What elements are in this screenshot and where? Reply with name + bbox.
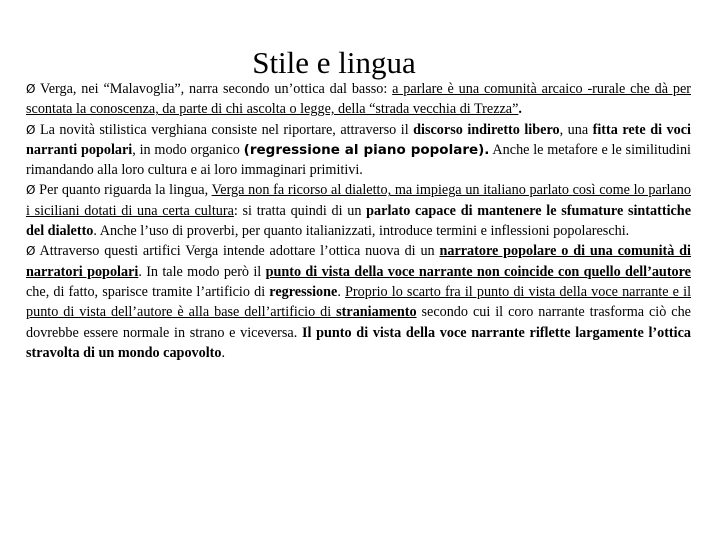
bullet-paragraph <box>26 180 691 241</box>
text-segment: : si tratta quindi di un <box>233 202 367 219</box>
text-segment: . <box>337 283 346 300</box>
arrow-bullet-icon: Ø <box>26 244 36 259</box>
arrow-bullet-icon: Ø <box>26 122 36 137</box>
text-segment: La novità stilistica verghiana consiste nel riportare, attraverso il <box>35 121 414 138</box>
text-segment: . In tale modo però il <box>138 263 266 280</box>
text-segment: , una <box>559 121 593 138</box>
text-segment: a parlare è una comunità arcaico -rurale che dà per scontata la conoscenza, da parte di chi ascolta o legge, della “strada vecchia di Trezza” <box>26 81 691 118</box>
text-segment: . <box>518 101 522 118</box>
text-segment: secondo cui il coro narrante trasforma ciò che dovrebbe essere normale in strano e viceversa. <box>26 304 691 341</box>
text-segment: Il punto di vista della voce narrante riflette largamente l’ottica stravolta di un mondo capovolto <box>26 324 691 361</box>
text-segment: fitta rete di voci narranti popolari <box>26 121 691 158</box>
text-segment: . Anche l’uso di proverbi, per quanto italianizzati, introduce termini e inflessioni popolareschi. <box>93 223 630 240</box>
text-segment: discorso indiretto libero <box>413 121 560 138</box>
text-segment: Attraverso questi artifici Verga intende adottare l’ottica nuova di un <box>35 243 440 260</box>
text-segment: . <box>221 344 226 361</box>
text-segment: , in modo organico <box>132 141 244 158</box>
text-segment: Verga non fa ricorso al dialetto, ma impiega un italiano parlato così come lo parlano i siciliani dotati di una certa cultura <box>26 182 691 219</box>
text-segment: narratore popolare o di una comunità di narratori popolari <box>26 243 691 280</box>
text-segment: (regressione al piano popolare). <box>243 141 490 158</box>
bullet-paragraph <box>26 241 691 363</box>
text-segment: che, di fatto, sparisce tramite l’artificio di <box>26 283 270 300</box>
arrow-bullet-icon: Ø <box>26 183 36 198</box>
text-segment: parlato capace di mantenere le sfumature sintattiche del dialetto <box>26 202 691 240</box>
text-segment: Anche le metafore e le similitudini rimandando alla loro cultura e ai loro immaginari primitivi. <box>26 141 691 179</box>
text-segment: straniamento <box>336 304 417 321</box>
text-segment: Verga, nei “Malavoglia”, narra secondo un’ottica dal basso: <box>35 81 393 97</box>
slide-body <box>26 79 691 363</box>
bullet-paragraph <box>26 79 691 120</box>
bullet-paragraph <box>26 120 691 181</box>
text-segment: Per quanto riguarda la lingua, <box>35 182 212 199</box>
text-segment: punto di vista della voce narrante non coincide con quello dell’autore <box>265 263 691 280</box>
arrow-bullet-icon: Ø <box>26 82 36 96</box>
slide-title: Stile e lingua <box>252 44 416 80</box>
text-segment: regressione <box>269 283 338 300</box>
text-segment: Proprio lo scarto fra il punto di vista della voce narrante e il punto di vista dell’autore è alla base dell’artificio di <box>26 283 692 321</box>
